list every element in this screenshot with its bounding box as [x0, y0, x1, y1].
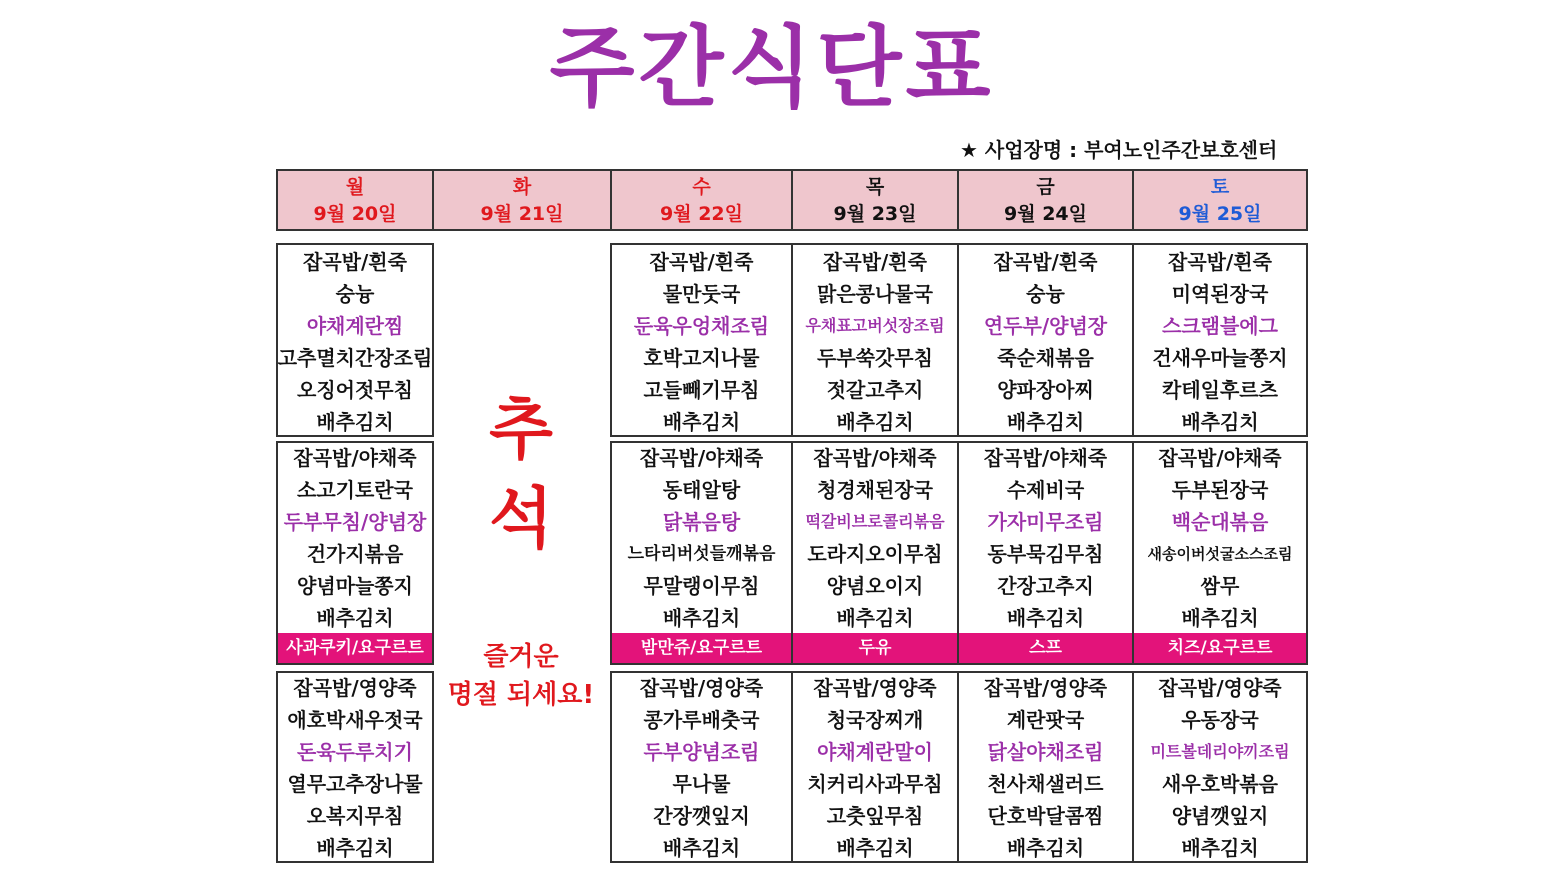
day-name: 월: [345, 176, 365, 198]
menu-item: 닭볶음탕: [662, 510, 741, 534]
menu-item: 양념오이지: [826, 574, 924, 598]
day-header-fri: [957, 169, 1134, 231]
menu-item: 단호박달콤찜: [987, 804, 1104, 828]
menu-item: 청경채된장국: [817, 478, 933, 502]
lunch-wed: [610, 442, 793, 634]
snack-fri: 스프: [959, 633, 1132, 663]
menu-item: 새우호박볶음: [1162, 772, 1278, 796]
menu-item: 잡곡밥/흰죽: [993, 250, 1098, 274]
menu-item: 오징어젓무침: [297, 378, 413, 402]
day-name: 수: [692, 176, 711, 198]
holiday-title-1: 추: [489, 391, 553, 468]
day-header-mon: [276, 169, 434, 231]
menu-item: 배추김치: [836, 836, 914, 860]
menu-item: 칵테일후르츠: [1162, 378, 1278, 402]
menu-item: 배추김치: [836, 606, 914, 630]
menu-item: 둔육우엉채조림: [633, 314, 770, 338]
menu-item: 양념마늘쫑지: [297, 574, 413, 598]
breakfast-fri: [957, 246, 1134, 438]
menu-item: 배추김치: [662, 410, 741, 434]
menu-item: 가자미무조림: [987, 510, 1104, 534]
menu-item: 잡곡밥/영양죽: [983, 676, 1108, 700]
menu-item: 고들빼기무침: [643, 378, 760, 402]
menu-item: 우채표고버섯장조림: [805, 316, 945, 335]
menu-item: 두부쑥갓무침: [817, 346, 933, 370]
menu-item: 잡곡밥/야채죽: [813, 446, 937, 470]
menu-item: 연두부/양념장: [983, 314, 1108, 338]
day-date: 9월 22일: [660, 203, 743, 225]
menu-item: 우동장국: [1181, 708, 1259, 732]
menu-item: 잡곡밥/영양죽: [813, 676, 937, 700]
menu-item: 느타리버섯들깨볶음: [627, 544, 776, 564]
menu-item: 새송이버섯굴소스조림: [1147, 545, 1293, 563]
menu-item: 잡곡밥/영양죽: [1158, 676, 1282, 700]
day-name: 금: [1036, 176, 1055, 198]
day-header-sat: [1132, 169, 1308, 231]
dinner-wed: [610, 672, 793, 864]
menu-item: 천사채샐러드: [987, 772, 1104, 796]
menu-item: 미역된장국: [1171, 282, 1269, 306]
menu-item: 배추김치: [1006, 606, 1085, 630]
day-header-tue: [432, 169, 612, 231]
menu-item: 물만둣국: [662, 282, 741, 306]
menu-item: 잡곡밥/야채죽: [1158, 446, 1282, 470]
menu-item: 배추김치: [316, 410, 394, 434]
menu-item: 잡곡밥/영양죽: [639, 676, 764, 700]
breakfast-sat: [1132, 246, 1308, 438]
menu-item: 콩가루배춧국: [643, 708, 760, 732]
day-date: 9월 24일: [1004, 203, 1087, 225]
menu-item: 치커리사과무침: [807, 772, 943, 796]
day-header-thu: [791, 169, 959, 231]
menu-item: 열무고추장나물: [287, 772, 423, 796]
menu-item: 잡곡밥/야채죽: [293, 446, 417, 470]
day-name: 목: [865, 176, 885, 198]
menu-item: 맑은콩나물국: [817, 282, 933, 306]
menu-item: 고추멸치간장조림: [277, 346, 433, 370]
page-title: 주간식단표: [549, 16, 995, 119]
day-date: 9월 21일: [480, 203, 564, 225]
holiday-message-2: 명절 되세요!: [447, 680, 595, 710]
menu-item: 수제비국: [1006, 478, 1085, 502]
lunch-fri: [957, 442, 1134, 634]
day-name: 화: [512, 176, 532, 198]
menu-item: 쌈무: [1200, 574, 1240, 598]
menu-item: 건가지볶음: [306, 542, 404, 566]
menu-item: 두부된장국: [1171, 478, 1269, 502]
menu-item: 두부양념조림: [643, 740, 760, 764]
menu-item: 배추김치: [1181, 606, 1259, 630]
menu-item: 배추김치: [662, 606, 741, 630]
snack-wed: 밤만쥬/요구르트: [612, 633, 791, 663]
day-date: 9월 20일: [313, 203, 397, 225]
menu-item: 양파장아찌: [997, 378, 1094, 402]
breakfast-mon: [276, 246, 434, 438]
menu-item: 호박고지나물: [643, 346, 760, 370]
day-date: 9월 25일: [1178, 203, 1262, 225]
dinner-mon: [276, 672, 434, 864]
lunch-mon: [276, 442, 434, 634]
menu-item: 닭살야채조림: [987, 740, 1104, 764]
menu-item: 젓갈고추지: [826, 378, 924, 402]
day-name: 토: [1210, 176, 1230, 198]
menu-item: 잡곡밥/흰죽: [823, 250, 927, 274]
menu-item: 무말랭이무침: [643, 574, 760, 598]
breakfast-thu: [791, 246, 959, 438]
menu-item: 백순대볶음: [1171, 510, 1269, 534]
menu-item: 고춧잎무침: [826, 804, 924, 828]
day-date: 9월 23일: [833, 203, 917, 225]
menu-item: 양념깻잎지: [1171, 804, 1269, 828]
holiday-message-1: 즐거운: [483, 642, 559, 672]
menu-item: 소고기토란국: [297, 478, 413, 502]
menu-item: 배추김치: [316, 606, 394, 630]
menu-item: 배추김치: [662, 836, 741, 860]
dinner-fri: [957, 672, 1134, 864]
menu-item: 미트볼데리야끼조림: [1150, 742, 1290, 761]
menu-item: 스크램블에그: [1162, 314, 1278, 338]
menu-item: 동부묵김무침: [987, 542, 1104, 566]
dinner-sat: [1132, 672, 1308, 864]
menu-item: 배추김치: [1181, 836, 1259, 860]
menu-item: 잡곡밥/흰죽: [303, 250, 407, 274]
menu-item: 배추김치: [1006, 836, 1085, 860]
menu-item: 떡갈비브로콜리볶음: [805, 512, 945, 531]
lunch-sat: [1132, 442, 1308, 634]
menu-item: 숭늉: [335, 282, 375, 306]
menu-item: 두부무침/양념장: [283, 510, 427, 534]
dinner-thu: [791, 672, 959, 864]
menu-item: 간장깻잎지: [653, 804, 750, 828]
menu-item: 잡곡밥/흰죽: [649, 250, 754, 274]
menu-item: 간장고추지: [997, 574, 1094, 598]
menu-item: 돈육두루치기: [297, 740, 413, 764]
menu-item: 배추김치: [316, 836, 394, 860]
menu-item: 동태알탕: [662, 478, 741, 502]
menu-item: 청국장찌개: [826, 708, 924, 732]
menu-item: 잡곡밥/야채죽: [639, 446, 764, 470]
menu-item: 배추김치: [836, 410, 914, 434]
breakfast-wed: [610, 246, 793, 438]
menu-item: 숭늉: [1026, 282, 1065, 306]
menu-item: 잡곡밥/야채죽: [983, 446, 1108, 470]
menu-item: 애호박새우젓국: [287, 708, 423, 732]
menu-item: 도라지오이무침: [807, 542, 943, 566]
menu-item: 잡곡밥/영양죽: [293, 676, 417, 700]
snack-mon: 사과쿠키/요구르트: [278, 633, 432, 663]
menu-item: 무나물: [672, 772, 731, 796]
menu-item: 배추김치: [1181, 410, 1259, 434]
day-header-wed: [610, 169, 793, 231]
menu-item: 야채계란찜: [306, 314, 404, 338]
snack-thu: 두유: [793, 633, 957, 663]
menu-item: 계란팟국: [1006, 708, 1085, 732]
menu-item: 야채계란말이: [817, 740, 933, 764]
lunch-thu: [791, 442, 959, 634]
center-name: ★ 사업장명 : 부여노인주간보호센터: [960, 138, 1278, 162]
snack-sat: 치즈/요구르트: [1134, 633, 1306, 663]
menu-item: 죽순채볶음: [997, 346, 1094, 370]
menu-item: 오복지무침: [306, 804, 404, 828]
holiday-title-2: 석: [489, 480, 553, 557]
menu-item: 잡곡밥/흰죽: [1168, 250, 1272, 274]
menu-item: 배추김치: [1006, 410, 1085, 434]
menu-item: 건새우마늘쫑지: [1152, 346, 1288, 370]
